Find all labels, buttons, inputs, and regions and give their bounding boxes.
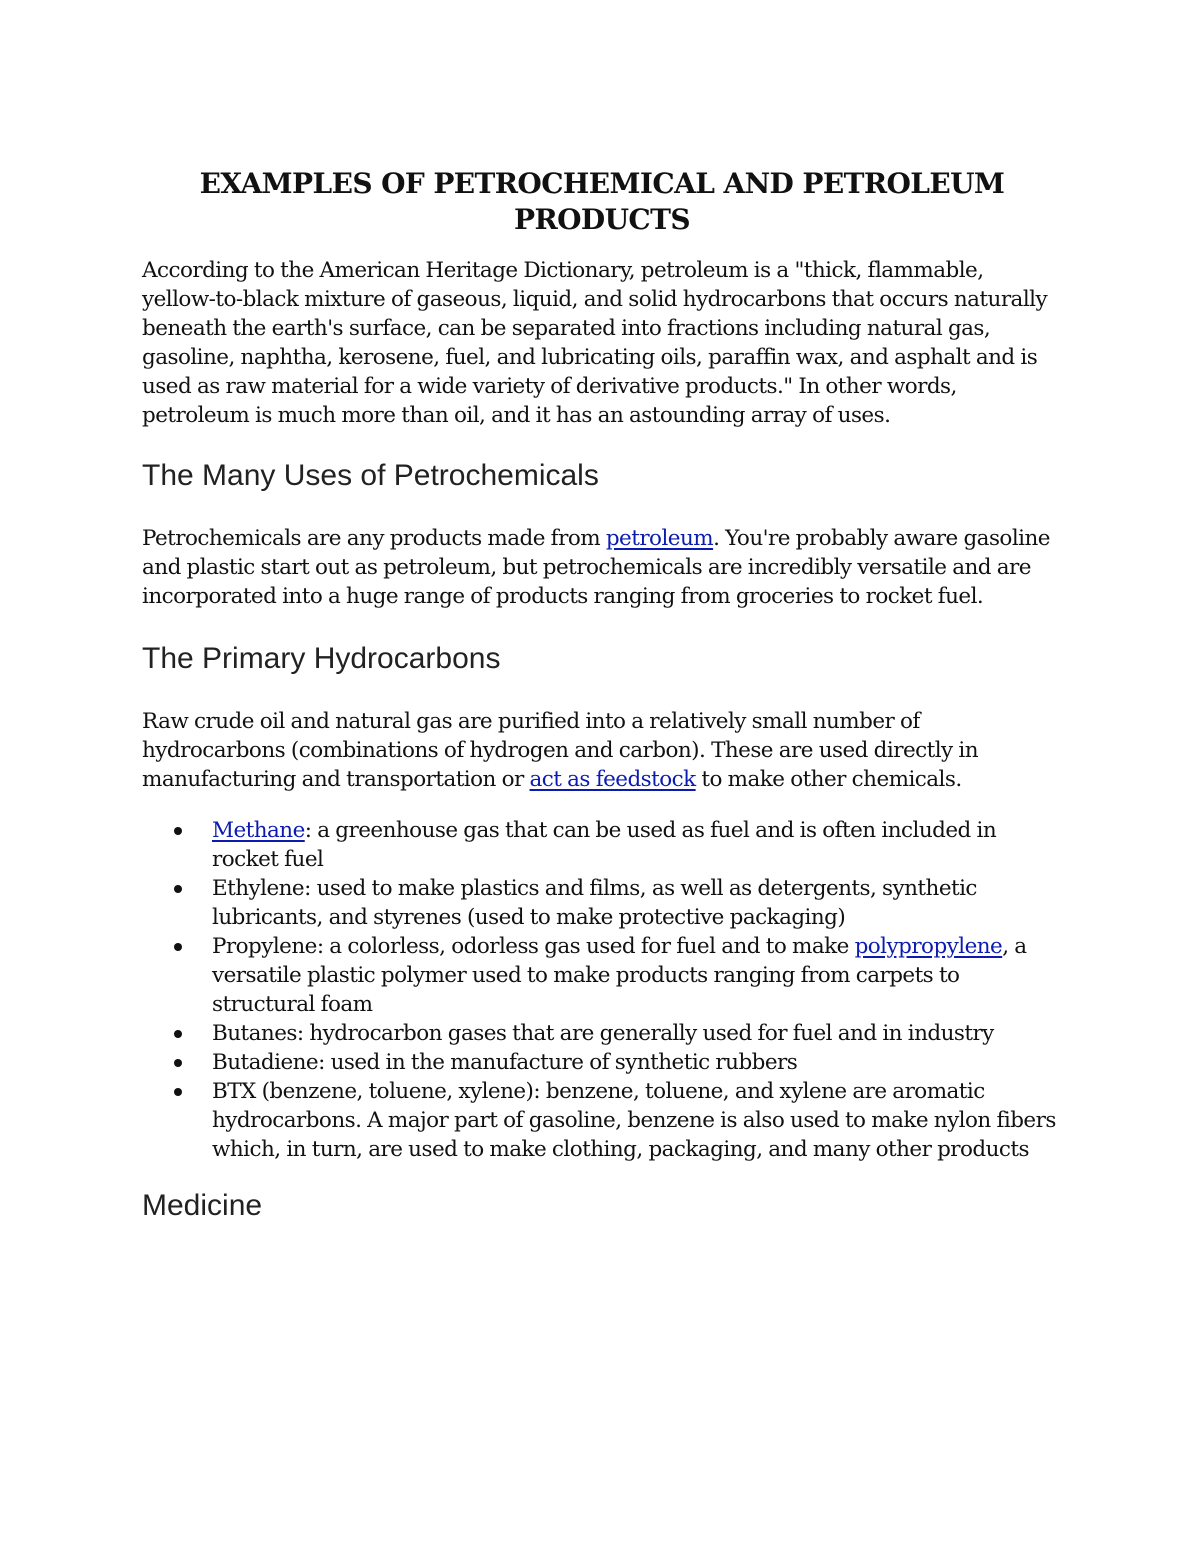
section-heading-uses: The Many Uses of Petrochemicals bbox=[142, 459, 599, 492]
document-title: EXAMPLES OF PETROCHEMICAL AND PETROLEUM PRODUCTS bbox=[199, 167, 1005, 236]
bullet-icon bbox=[174, 943, 182, 951]
uses-paragraph bbox=[142, 524, 1062, 611]
bullet-icon bbox=[174, 1088, 182, 1096]
list-item-methane bbox=[142, 816, 1062, 874]
list-item-propylene bbox=[142, 932, 1062, 1019]
propylene-text-after-link: , a versatile plastic polymer used to make products ranging from carpets to structural foam bbox=[212, 934, 1027, 1017]
propylene-text-before-link: Propylene: a colorless, odorless gas used for fuel and to make bbox=[212, 934, 855, 959]
list-item-butanes bbox=[142, 1019, 1062, 1048]
ethylene-text: Ethylene: used to make plastics and films, as well as detergents, synthetic lubricants, and styrenes (used to make protective packaging) bbox=[212, 876, 977, 930]
hydrocarbons-text-after-link: to make other chemicals. bbox=[695, 767, 962, 792]
bullet-icon bbox=[174, 827, 182, 835]
polypropylene-link[interactable]: polypropylene bbox=[854, 934, 1003, 959]
list-item-ethylene bbox=[142, 874, 1062, 932]
uses-text-before-link: Petrochemicals are any products made from bbox=[142, 526, 606, 551]
btx-text: BTX (benzene, toluene, xylene): benzene, toluene, and xylene are aromatic hydrocarbons. A major part of gasoline, benzene is also used to make nylon fibers which, in turn, are used to make clothing, packaging, and many other products bbox=[212, 1079, 1056, 1162]
methane-text: : a greenhouse gas that can be used as fuel and is often included in rocket fuel bbox=[212, 818, 997, 872]
section-heading-medicine: Medicine bbox=[142, 1189, 263, 1222]
bullet-icon bbox=[174, 1059, 182, 1067]
butadiene-text: Butadiene: used in the manufacture of synthetic rubbers bbox=[212, 1050, 798, 1075]
bullet-icon bbox=[174, 1030, 182, 1038]
intro-paragraph: According to the American Heritage Dictionary, petroleum is a "thick, flammable, yellow-to-black mixture of gaseous, liquid, and solid hydrocarbons that occurs naturally beneath the earth's surface, can be separated into fractions including natural gas, gasoline, naphtha, kerosene, fuel, and lubricating oils, paraffin wax, and asphalt and is used as raw material for a wide variety of derivative products." In other words, petroleum is much more than oil, and it has an astounding array of uses. bbox=[142, 258, 1048, 428]
list-item-btx bbox=[142, 1077, 1062, 1164]
uses-text-after-link: . You're probably aware gasoline and plastic start out as petroleum, but petrochemicals are incredibly versatile and are incorporated into a huge range of products ranging from groceries to rocket fuel. bbox=[142, 526, 1050, 609]
butanes-text: Butanes: hydrocarbon gases that are generally used for fuel and in industry bbox=[212, 1021, 994, 1046]
section-heading-hydrocarbons: The Primary Hydrocarbons bbox=[142, 642, 501, 675]
methane-link[interactable]: Methane bbox=[212, 818, 305, 843]
feedstock-link[interactable]: act as feedstock bbox=[529, 767, 696, 792]
hydrocarbons-text-before-link: Raw crude oil and natural gas are purified into a relatively small number of hydrocarbons (combinations of hydrogen and carbon). These are used directly in manufacturing and transportation or bbox=[142, 709, 979, 792]
list-item-butadiene bbox=[142, 1048, 1062, 1077]
hydrocarbons-list bbox=[142, 816, 1062, 1164]
document-page bbox=[142, 166, 1062, 1224]
petroleum-link[interactable]: petroleum bbox=[605, 526, 714, 551]
bullet-icon bbox=[174, 885, 182, 893]
hydrocarbons-paragraph bbox=[142, 707, 1062, 794]
